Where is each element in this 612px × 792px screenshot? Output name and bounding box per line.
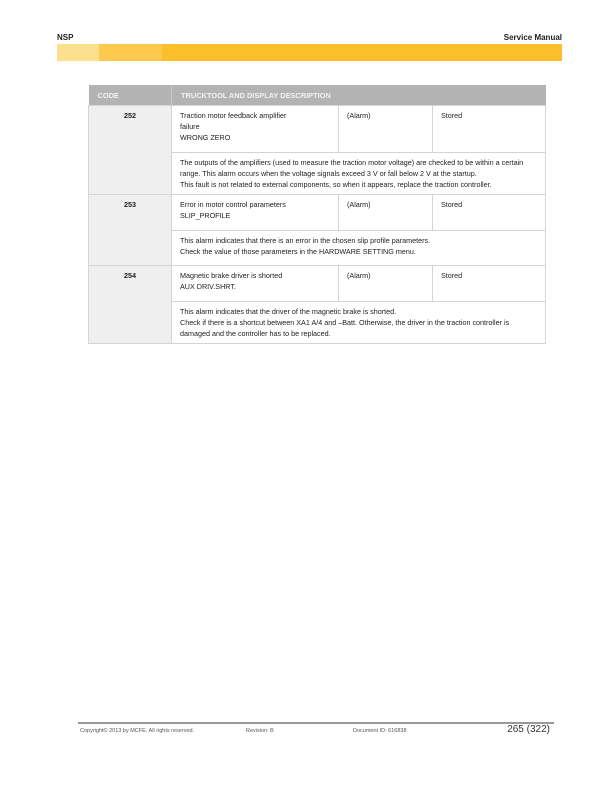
alarm-title	[172, 266, 339, 302]
alarm-title	[172, 195, 339, 231]
table-row	[89, 106, 546, 153]
description-paragraph: Check if there is a shortcut between XA1 A/4 and –Batt. Otherwise, the driver in the traction controller is damaged and the controller has to be replaced.	[180, 318, 510, 338]
alarm-title-line: Traction motor feedback amplifier	[180, 111, 287, 120]
alarm-type: (Alarm)	[339, 266, 433, 302]
alarm-type: (Alarm)	[339, 195, 433, 231]
footer-document-id: Document ID: 616838	[353, 728, 407, 734]
table-row	[89, 195, 546, 231]
column-header-code: CODE	[89, 85, 172, 106]
band-segment-light	[57, 44, 99, 61]
description-paragraph: This alarm indicates that there is an error in the chosen slip profile parameters.	[180, 236, 431, 245]
footer-revision: Revision: B	[246, 728, 274, 734]
table-row	[89, 266, 546, 302]
band-segment-main	[162, 44, 562, 61]
description-paragraph: The outputs of the amplifiers (used to measure the traction motor voltage) are checked to be within a certain range. This alarm occurs when the voltage signals exceed 3 V or fall below 2 V at the startup.	[180, 158, 524, 178]
description-paragraph: Check the value of those parameters in the HARDWARE SETTING menu.	[180, 247, 416, 256]
alarm-type: (Alarm)	[339, 106, 433, 153]
alarm-code: 254	[89, 266, 172, 344]
alarm-title-line: failure	[180, 122, 200, 131]
alarm-title-line: Magnetic brake driver is shorted	[180, 271, 283, 280]
alarm-description	[172, 153, 546, 195]
alarm-description	[172, 302, 546, 344]
alarm-display-name: SLIP_PROFILE	[180, 211, 231, 220]
column-header-description: TRUCKTOOL AND DISPLAY DESCRIPTION	[172, 85, 546, 106]
alarm-display-name: AUX DRIV.SHRT.	[180, 282, 236, 291]
header-product-name: NSP	[57, 33, 74, 42]
band-segment-mid	[99, 44, 162, 61]
alarm-code: 252	[89, 106, 172, 195]
footer-page-number: 265 (322)	[507, 724, 550, 735]
alarm-storage: Stored	[433, 195, 546, 231]
alarm-storage: Stored	[433, 106, 546, 153]
footer-divider	[78, 722, 554, 724]
alarm-display-name: WRONG ZERO	[180, 133, 231, 142]
description-paragraph: This alarm indicates that the driver of the magnetic brake is shorted.	[180, 307, 397, 316]
alarm-code: 253	[89, 195, 172, 266]
alarm-description	[172, 231, 546, 266]
alarm-title	[172, 106, 339, 153]
alarm-storage: Stored	[433, 266, 546, 302]
table-header-row	[89, 85, 546, 106]
alarm-title-line: Error in motor control parameters	[180, 200, 286, 209]
header-color-band	[57, 44, 562, 61]
description-paragraph: This fault is not related to external components, so when it appears, replace the traction controller.	[180, 180, 492, 189]
footer-copyright: Copyright© 2013 by MCFE. All rights reserved.	[80, 728, 195, 734]
alarm-code-table	[88, 85, 546, 344]
header-document-title: Service Manual	[503, 33, 562, 42]
